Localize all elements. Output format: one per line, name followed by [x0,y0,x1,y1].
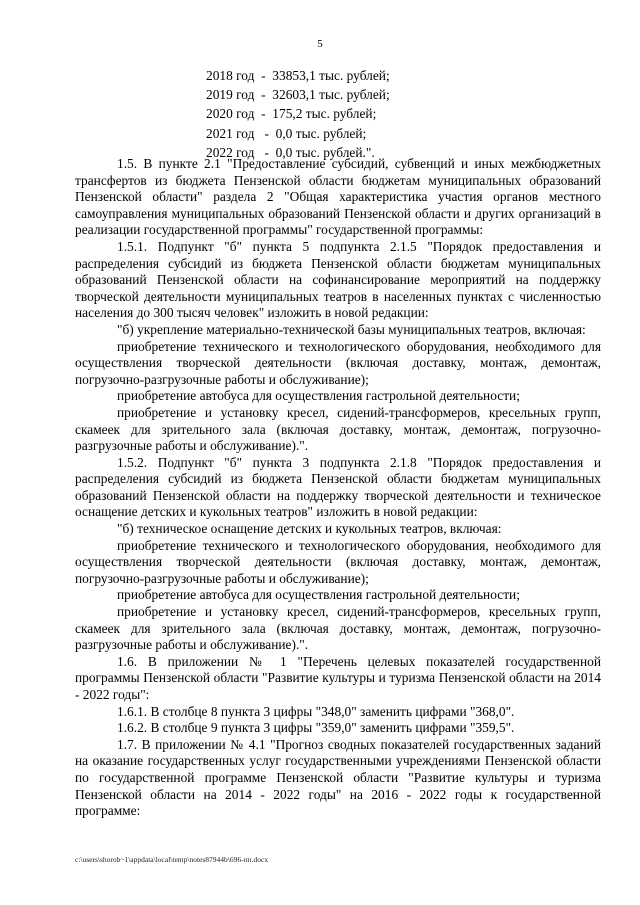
paragraph-subitem-b: "б) укрепление материально-технической базы муниципальных театров, включая: [117,321,586,337]
year-separator: - [261,68,266,83]
paragraph-seats: приобретение и установку кресел, сидений-трансформеров, кресельных групп, скамеек для зрительного зала (включая доставку, монтаж, демонтаж, погрузочно-разгрузочные работы и обслуживание).". [75,404,601,454]
year-separator: - [264,144,269,160]
year-separator: - [261,87,266,103]
year-separator: - [264,125,269,141]
year-label: 2019 год [206,87,255,103]
paragraph-bus: приобретение автобуса для осуществления гастрольной деятельности; [117,388,520,404]
year-row-2020 [206,104,390,123]
paragraph-bus-2: приобретение автобуса для осуществления гастрольной деятельности; [117,587,520,603]
year-amount: 175,2 тыс. рублей; [272,106,377,122]
page-number: 5 [317,38,323,50]
year-row-2018 [206,66,390,85]
paragraph-seats-2: приобретение и установку кресел, сидений-трансформеров, кресельных групп, скамеек для зрительного зала (включая доставку, монтаж, демонтаж, погрузочно-разгрузочные работы и обслуживание).". [75,604,601,653]
document-body [75,156,601,820]
paragraph-1-5-2: 1.5.2. Подпункт "б" пункта 3 подпункта 2.1.8 "Порядок предоставления и распределения субсидий из бюджета Пензенской области бюджетам муниципальных образований Пензенской области на поддержку творческой деятельности и техническое оснащение детских и кукольных театров" изложить в новой редакции: [75,454,601,520]
year-label: 2022 год [206,144,255,160]
year-label: 2021 год [206,125,255,141]
year-separator: - [261,106,266,122]
paragraph-equipment-2: приобретение технического и технологического оборудования, необходимого для осуществления творческой деятельности (включая доставку, монтаж, демонтаж, погрузочно-разгрузочные работы и обслуживание); [75,537,601,586]
year-amount: 33853,1 тыс. рублей; [272,68,390,83]
paragraph-1-6-1: 1.6.1. В столбце 8 пункта 3 цифры "348,0" заменить цифрами "368,0". [117,703,515,719]
year-amount: 0,0 тыс. рублей; [275,125,367,141]
year-row-2019 [206,85,390,104]
year-amount: 0,0 тыс. рублей.". [275,144,375,160]
paragraph-subitem-b-2: "б) техническое оснащение детских и кукольных театров, включая: [117,521,502,537]
paragraph-1-6: 1.6. В приложении № 1 "Перечень целевых показателей государственной программы Пензенской области "Развитие культуры и туризма Пензенской области на 2014 - 2022 годы": [75,653,601,702]
paragraph-1-7: 1.7. В приложении № 4.1 "Прогноз сводных показателей государственных заданий на оказание государственных услуг государственными учреждениями Пензенской области по государственной программе Пензенской области "Развитие культуры и туризма Пензенской области на 2014 - 2022 годы" на 2016 - 2022 годы к государственной программе: [75,736,601,819]
year-row-2021 [206,124,390,143]
paragraph-1-5-1: 1.5.1. Подпункт "б" пункта 5 подпункта 2.1.5 "Порядок предоставления и распределения субсидий из бюджета Пензенской области бюджетам муниципальных образований Пензенской области на софинансирование мероприятий на поддержку творческой деятельности муниципальных театров в населенных пунктах с численностью населения до 300 тысяч человек" изложить в новой редакции: [75,238,601,321]
file-path-footer: c:\users\shorob~1\appdata\local\temp\notes87944b\696-пп.docx [75,855,269,864]
year-label: 2018 год [206,68,255,83]
funding-by-year-list [206,66,390,162]
paragraph-1-6-2: 1.6.2. В столбце 9 пункта 3 цифры "359,0" заменить цифрами "359,5". [117,720,515,736]
year-amount: 32603,1 тыс. рублей; [272,87,390,103]
paragraph-equipment: приобретение технического и технологического оборудования, необходимого для осуществления творческой деятельности (включая доставку, монтаж, демонтаж, погрузочно-разгрузочные работы и обслуживание); [75,338,601,387]
paragraph-1-5: 1.5. В пункте 2.1 "Предоставление субсидий, субвенций и иных межбюджетных трансфертов из бюджета Пензенской области бюджетам муниципальных образований Пензенской области" раздела 2 "Общая характеристика участия органов местного самоуправления муниципальных образований Пензенской области и других организаций в реализации государственной программы" государственной программы: [75,156,601,238]
year-label: 2020 год [206,106,255,122]
